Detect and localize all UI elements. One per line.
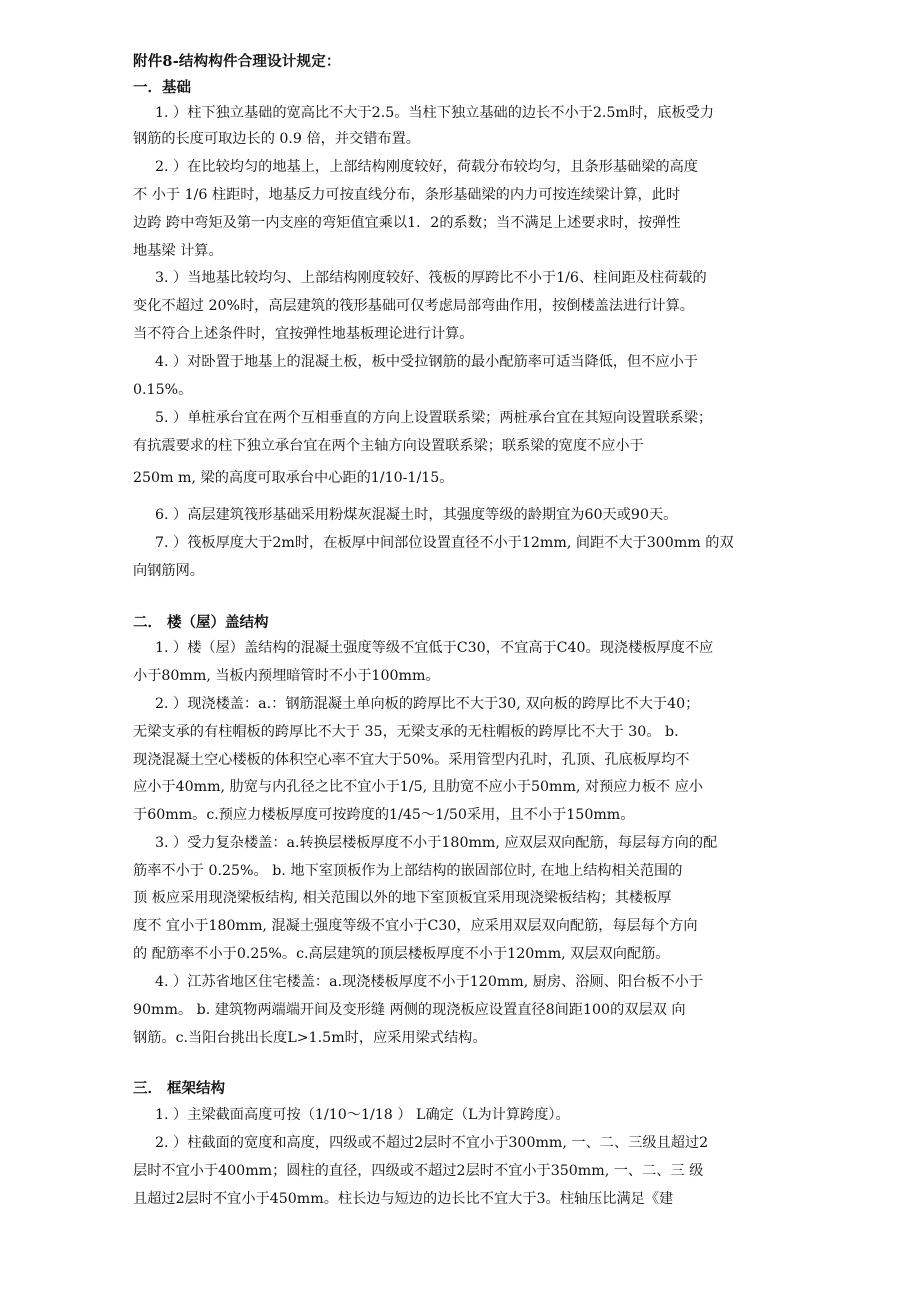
paragraph-line: 不 小于 1/6 柱距时，地基反力可按直线分布，条形基础梁的内力可按连续梁计算，此时 bbox=[133, 187, 681, 203]
paragraph-line: 4. ）江苏省地区住宅楼盖：a.现浇楼板厚度不小于120mm, 厨房、浴厕、阳台板不小于 bbox=[155, 974, 704, 990]
section-heading-floor: 二． 楼（屋）盖结构 bbox=[133, 614, 269, 631]
paragraph-line: 0.15%。 bbox=[133, 382, 193, 398]
paragraph-line: 3. ）受力复杂楼盖：a.转换层楼板厚度不小于180mm, 应双层双向配筋，每层每方向的配 bbox=[155, 835, 718, 851]
paragraph-line: 且超过2层时不宜小于450mm。柱长边与短边的边长比不宜大于3。柱轴压比满足《建 bbox=[133, 1191, 674, 1207]
paragraph-line: 向钢筋网。 bbox=[133, 563, 204, 579]
paragraph-line: 4. ）对卧置于地基上的混凝土板，板中受拉钢筋的最小配筋率可适当降低，但不应小于 bbox=[155, 354, 698, 370]
paragraph-line: 小于80mm, 当板内预埋暗管时不小于100mm。 bbox=[133, 668, 440, 684]
paragraph-line: 地基梁 计算。 bbox=[133, 243, 223, 259]
paragraph-line: 当不符合上述条件时，宜按弹性地基板理论进行计算。 bbox=[133, 326, 474, 342]
paragraph-line: 1. ）主梁截面高度可按（1/10～1/18 ） L确定（L为计算跨度）。 bbox=[155, 1107, 570, 1123]
document-title: 附件8-结构构件合理设计规定： bbox=[133, 53, 341, 70]
paragraph-line: 无梁支承的有柱帽板的跨厚比不大于 35，无梁支承的无柱帽板的跨厚比不大于 30。 b. bbox=[133, 724, 679, 740]
paragraph-line: 于60mm。c.预应力楼板厚度可按跨度的1/45～1/50采用，且不小于150mm。 bbox=[133, 807, 635, 823]
paragraph-line: 1. ）楼（屋）盖结构的混凝土强度等级不宜低于C30，不宜高于C40。现浇楼板厚度不应 bbox=[155, 640, 714, 656]
paragraph-line: 5. ）单桩承台宜在两个互相垂直的方向上设置联系梁；两桩承台宜在其短向设置联系梁； bbox=[155, 410, 713, 426]
section-heading-foundation: 一．基础 bbox=[133, 79, 191, 96]
paragraph-line: 2. ）在比较均匀的地基上，上部结构刚度较好，荷载分布较均匀，且条形基础梁的高度 bbox=[155, 159, 698, 175]
paragraph-line: 90mm。 b. 建筑物两端端开间及变形缝 两侧的现浇板应设置直径8间距100的双层双 向 bbox=[133, 1002, 686, 1018]
paragraph-line: 层时不宜小于400mm；圆柱的直径，四级或不超过2层时不宜小于350mm, 一、二、三 级 bbox=[133, 1163, 704, 1179]
paragraph-line: 7. ）筏板厚度大于2m时，在板厚中间部位设置直径不小于12mm, 间距不大于300mm 的双 bbox=[155, 535, 734, 551]
paragraph-line: 现浇混凝土空心楼板的体积空心率不宜大于50%。采用管型内孔时，孔顶、孔底板厚均不 bbox=[133, 752, 690, 768]
paragraph-line: 2. ）现浇楼盖：a.：钢筋混凝土单向板的跨厚比不大于30, 双向板的跨厚比不大于40； bbox=[155, 696, 700, 712]
section-heading-frame: 三． 框架结构 bbox=[133, 1080, 226, 1097]
paragraph-line: 3. ）当地基比较均匀、上部结构刚度较好、筏板的厚跨比不小于1/6、柱间距及柱荷载的 bbox=[155, 270, 707, 286]
paragraph-line: 有抗震要求的柱下独立承台宜在两个主轴方向设置联系梁；联系梁的宽度不应小于 bbox=[133, 438, 644, 454]
paragraph-line: 1. ）柱下独立基础的宽高比不大于2.5。当柱下独立基础的边长不小于2.5m时，底板受力 bbox=[155, 105, 715, 121]
paragraph-line: 变化不超过 20%时，高层建筑的筏形基础可仅考虑局部弯曲作用，按倒楼盖法进行计算。 bbox=[133, 298, 694, 314]
paragraph-line: 钢筋的长度可取边长的 0.9 倍，并交错布置。 bbox=[133, 131, 420, 147]
paragraph-line: 钢筋。c.当阳台挑出长度L>1.5m时，应采用梁式结构。 bbox=[133, 1030, 487, 1046]
paragraph-line: 顶 板应采用现浇梁板结构, 相关范围以外的地下室顶板宜采用现浇梁板结构；其楼板厚 bbox=[133, 890, 672, 906]
paragraph-line: 250m m, 梁的高度可取承台中心距的1/10-1/15。 bbox=[133, 470, 454, 486]
paragraph-line: 的 配筋率不小于0.25%。c.高层建筑的顶层楼板厚度不小于120mm, 双层双向配筋。 bbox=[133, 946, 670, 962]
paragraph-line: 边跨 跨中弯矩及第一内支座的弯矩值宜乘以1．2的系数；当不满足上述要求时，按弹性 bbox=[133, 215, 681, 231]
paragraph-line: 筋率不小于 0.25%。 b. 地下室顶板作为上部结构的嵌固部位时, 在地上结构相关范围的 bbox=[133, 863, 683, 879]
paragraph-line: 应小于40mm, 肋宽与内孔径之比不宜小于1/5, 且肋宽不应小于50mm, 对预应力板不 应小 bbox=[133, 779, 703, 795]
paragraph-line: 6. ）高层建筑筏形基础采用粉煤灰混凝土时，其强度等级的龄期宜为60天或90天。 bbox=[155, 507, 678, 523]
paragraph-line: 度不 宜小于180mm, 混凝土强度等级不宜小于C30，应采用双层双向配筋，每层每个方向 bbox=[133, 918, 698, 934]
paragraph-line: 2. ）柱截面的宽度和高度，四级或不超过2层时不宜小于300mm, 一、二、三级且超过2 bbox=[155, 1135, 709, 1151]
